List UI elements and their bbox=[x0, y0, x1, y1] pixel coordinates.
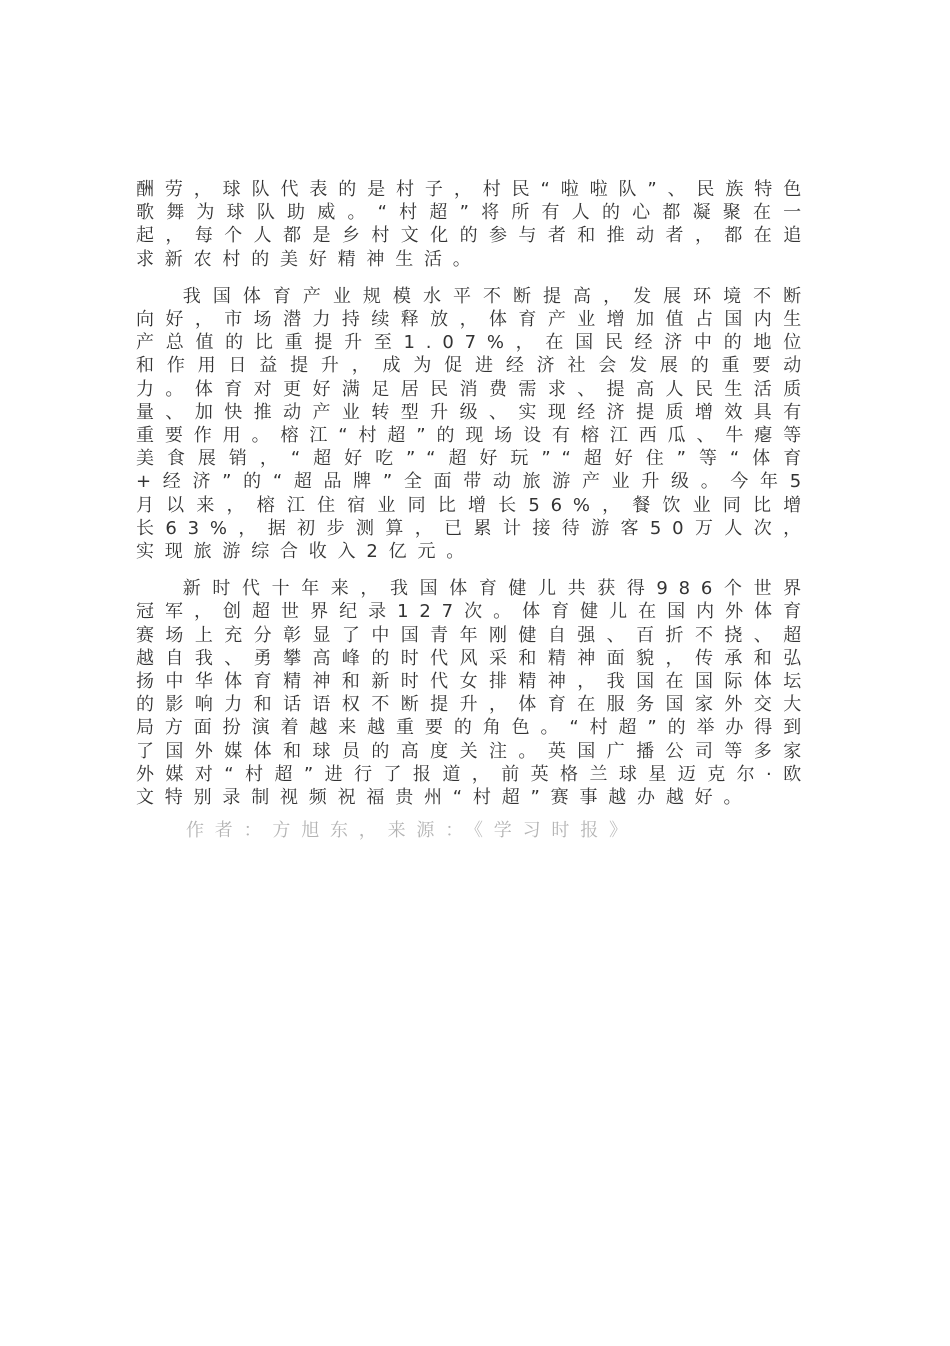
paragraph-3: 新时代十年来，我国体育健儿共获得986个世界冠军，创超世界纪录127次。体育健儿在国内外体育赛场上充分彰显了中国青年刚健自强、百折不挠、超越自我、勇攀高峰的时代风采和精神面貌，传承和弘扬中华体育精神和新时代女排精神，我国在国际体坛的影响力和话语权不断提升，体育在服务国家外交大局方面扮演着越来越重要的角色。“村超”的举办得到了国外媒体和球员的高度关注。英国广播公司等多家外媒对“村超”进行了报道，前英格兰球星迈克尔·欧文特别录制视频祝福贵州“村超”赛事越办越好。 bbox=[136, 578, 812, 809]
article-body bbox=[136, 178, 812, 842]
paragraph-1: 酬劳，球队代表的是村子，村民“啦啦队”、民族特色歌舞为球队助威。“村超”将所有人的心都凝聚在一起，每个人都是乡村文化的参与者和推动者，都在追求新农村的美好精神生活。 bbox=[136, 179, 812, 270]
paragraph-2: 我国体育产业规模水平不断提高，发展环境不断向好，市场潜力持续释放，体育产业增加值占国内生产总值的比重提升至1.07%，在国民经济中的地位和作用日益提升，成为促进经济社会发展的重要动力。体育对更好满足居民消费需求、提高人民生活质量、加快推动产业转型升级、实现经济提质增效具有重要作用。榕江“村超”的现场设有榕江西瓜、牛瘪等美食展销，“超好吃”“超好玩”“超好住”等“体育+经济”的“超品牌”全面带动旅游产业升级。今年5月以来，榕江住宿业同比增长56%，餐饮业同比增长63%，据初步测算，已累计接待游客50万人次，实现旅游综合收入2亿元。 bbox=[136, 285, 812, 563]
author-source-credit: 作者：方旭东，来源：《学习时报》 bbox=[186, 820, 638, 842]
